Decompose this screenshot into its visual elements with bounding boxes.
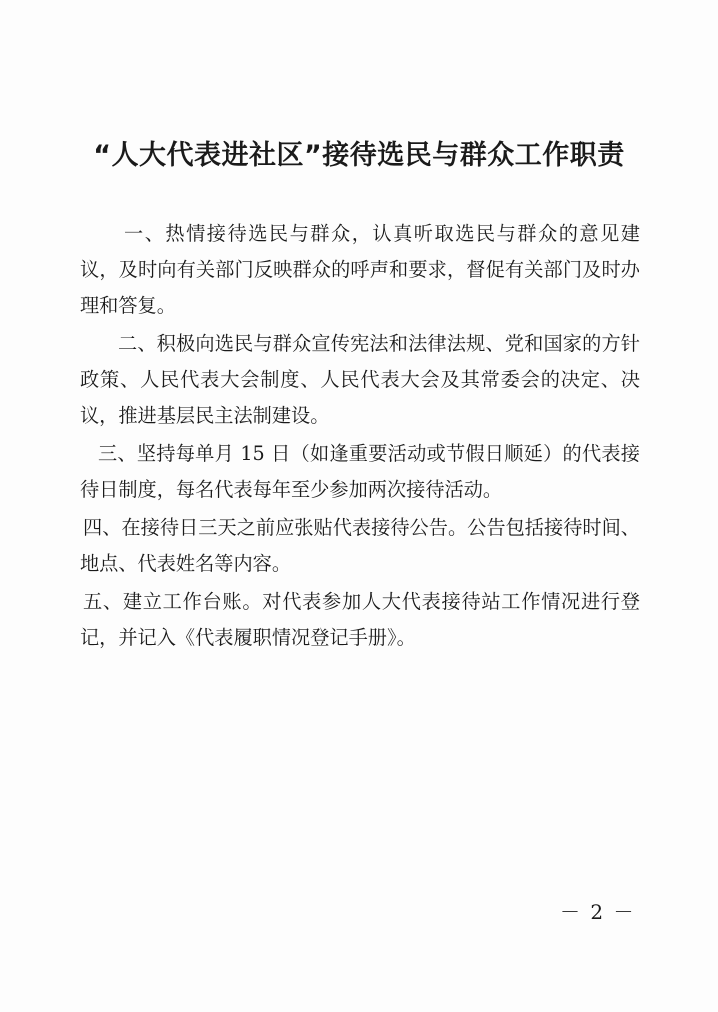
document-title: “人大代表进社区”接待选民与群众工作职责 — [93, 140, 625, 171]
page-number: － 2 － — [560, 900, 636, 924]
paragraph-1: 一、热情接待选民与群众，认真听取选民与群众的意见建议，及时向有关部门反映群众的呼声和要求，督促有关部门及时办理和答复。 — [80, 222, 640, 317]
paragraph-4: 四、在接待日三天之前应张贴代表接待公告。公告包括接待时间、地点、代表姓名等内容。 — [80, 516, 640, 575]
paragraph-3: 三、坚持每单月 15 日（如逢重要活动或节假日顺延）的代表接待日制度，每名代表每年至少参加两次接待活动。 — [80, 442, 640, 501]
document-body — [80, 216, 640, 658]
paragraph-5: 五、建立工作台账。对代表参加人大代表接待站工作情况进行登记，并记入《代表履职情况登记手册》。 — [80, 590, 640, 649]
paragraph-2: 二、积极向选民与群众宣传宪法和法律法规、党和国家的方针政策、人民代表大会制度、人民代表大会及其常委会的决定、决议，推进基层民主法制建设。 — [80, 332, 640, 427]
